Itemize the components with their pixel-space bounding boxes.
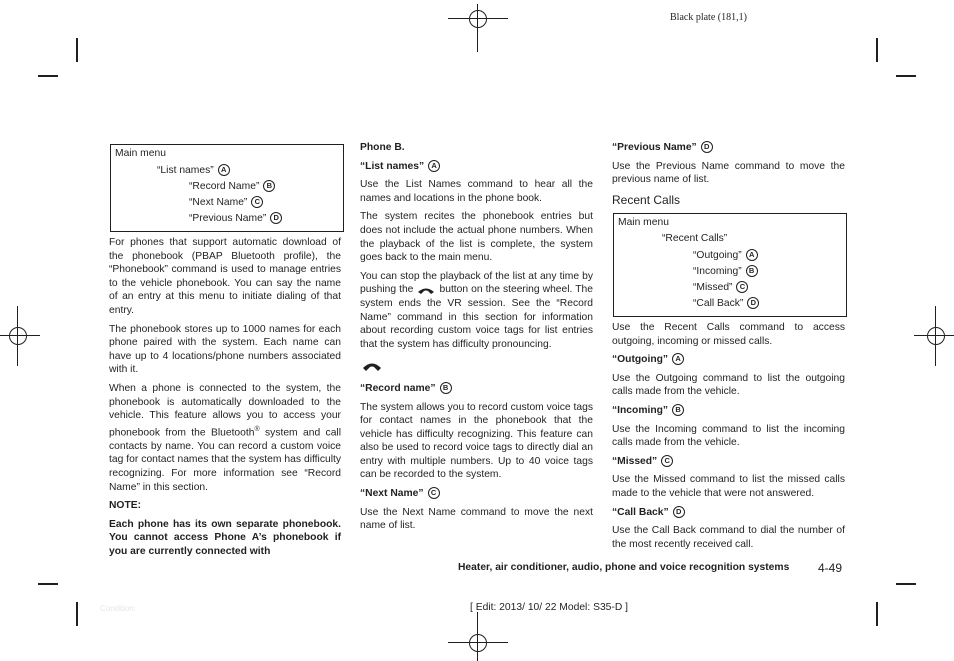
heading-outgoing <box>612 353 845 367</box>
paragraph: For phones that support automatic download of the phonebook (PBAP Bluetooth profile), the “Phonebook” command is used to manage entries to the vehicle phonebook. You can say the name of an entry at this menu to initiate dialing of that entry. <box>109 237 341 316</box>
menu-item-label: “Call Back” <box>693 298 744 309</box>
column-3-text <box>612 141 845 215</box>
heading-label: “List names” <box>360 160 425 172</box>
badge-a: A <box>746 249 758 261</box>
badge-d: D <box>747 297 759 309</box>
badge-c: C <box>736 281 748 293</box>
heading-label: “Record name” <box>360 382 436 394</box>
badge-a: A <box>428 160 440 172</box>
menu-item-missed <box>693 280 748 296</box>
heading-label: “Incoming” <box>612 404 669 416</box>
recent-calls-menu-box <box>613 213 847 317</box>
menu-item-outgoing <box>693 248 758 264</box>
menu-item-label: “Incoming” <box>693 266 742 277</box>
registration-mark-bottom <box>448 612 508 661</box>
badge-b: B <box>263 180 275 192</box>
heading-label: “Previous Name” <box>612 142 697 153</box>
note-title: NOTE: <box>109 500 142 512</box>
badge-b: B <box>672 404 684 416</box>
heading-previous-name <box>612 141 845 155</box>
heading-label: “Call Back” <box>612 506 669 518</box>
badge-d: D <box>673 506 685 518</box>
paragraph: The system recites the phonebook entries but does not include the actual phone numbers. When the playback of the list is complete, the system goes back to the main menu. <box>360 211 593 264</box>
paragraph: Use the Recent Calls command to access outgoing, incoming or missed calls. <box>612 322 845 347</box>
badge-d: D <box>701 141 713 153</box>
recent-calls-heading: Recent Calls <box>612 192 681 207</box>
crop-mark <box>76 602 78 626</box>
crop-mark <box>876 602 878 626</box>
menu-title: Main menu <box>618 217 669 228</box>
continued-text: Phone B. <box>360 142 405 153</box>
paragraph: Use the Missed command to list the missed calls made to the vehicle that were not answered. <box>612 474 845 499</box>
menu-item-label: “List names” <box>157 165 214 176</box>
registration-mark-right <box>914 306 954 366</box>
heading-label: “Missed” <box>612 455 658 467</box>
menu-sub-recent-calls: “Recent Calls” <box>662 233 728 244</box>
plate-label: Black plate (181,1) <box>670 12 747 23</box>
heading-record-name <box>360 382 593 396</box>
paragraph: The system allows you to record custom voice tags for contact names in the phonebook that the vehicle has difficulty recognizing. This feature can also be used to record voice tags to directly dial an entry with multiple numbers. Up to 40 voice tags can be recorded to the system. <box>360 401 593 481</box>
badge-c: C <box>251 196 263 208</box>
paragraph: Use the Call Back command to dial the number of the most recently received call. <box>612 525 845 550</box>
crop-mark <box>76 38 78 62</box>
section-footer: Heater, air conditioner, audio, phone and voice recognition systems <box>458 562 790 573</box>
page-number: 4-49 <box>818 561 843 575</box>
badge-c: C <box>661 455 673 467</box>
paragraph: Use the List Names command to hear all the names and locations in the phone book. <box>360 179 593 204</box>
heading-next-name <box>360 487 593 501</box>
registered-mark: ® <box>254 425 260 433</box>
registration-mark-left <box>0 306 40 366</box>
badge-a: A <box>218 164 230 176</box>
menu-item-label: “Outgoing” <box>693 250 742 261</box>
menu-title: Main menu <box>115 148 166 159</box>
heading-incoming <box>612 404 845 418</box>
menu-item-previous-name <box>189 211 282 227</box>
condition-label: Condition: <box>100 604 137 613</box>
column-3-text-lower <box>612 321 845 556</box>
menu-item-incoming <box>693 264 758 280</box>
menu-item-label: “Missed” <box>693 282 733 293</box>
paragraph: Use the Incoming command to list the incoming calls made from the vehicle. <box>612 423 845 449</box>
paragraph: The phonebook stores up to 1000 names for each phone paired with the system. Each name can have up to 4 locations/phone numbers associated with it. <box>109 323 341 376</box>
menu-item-record-name <box>189 179 275 195</box>
crop-mark <box>38 75 58 77</box>
crop-mark <box>896 75 916 77</box>
registration-mark-top <box>448 4 508 52</box>
heading-label: “Outgoing” <box>612 354 669 366</box>
badge-b: B <box>440 382 452 394</box>
phone-icon <box>416 285 436 295</box>
menu-item-label: “Record Name” <box>189 181 260 192</box>
badge-b: B <box>746 265 758 277</box>
crop-mark <box>896 583 916 585</box>
edit-info: [ Edit: 2013/ 10/ 22 Model: S35-D ] <box>470 602 628 613</box>
note-text: Each phone has its own separate phonebook. You cannot access Phone A’s phonebook if you are currently connected with <box>109 518 341 557</box>
text-span: system and call contacts by name. You can record a custom voice tag for contact names that the system has difficulty recognizing. For more information see “Record Name” in this section. <box>109 427 341 493</box>
menu-item-next-name <box>189 195 263 211</box>
paragraph <box>360 270 593 352</box>
menu-item-list-names <box>157 163 230 179</box>
heading-missed <box>612 455 845 469</box>
heading-list-names <box>360 160 593 174</box>
badge-a: A <box>672 353 684 365</box>
crop-mark <box>876 38 878 62</box>
phone-icon <box>362 360 382 372</box>
crop-mark <box>38 583 58 585</box>
heading-call-back <box>612 506 845 520</box>
paragraph: Use the Next Name command to move the next name of list. <box>360 506 593 532</box>
paragraph <box>109 382 341 494</box>
paragraph: Use the Outgoing command to list the outgoing calls made from the vehicle. <box>612 372 845 398</box>
badge-d: D <box>270 212 282 224</box>
badge-c: C <box>428 487 440 499</box>
menu-item-label: “Next Name” <box>189 197 248 208</box>
heading-label: “Next Name” <box>360 488 424 500</box>
phonebook-menu-box <box>110 144 344 232</box>
menu-item-call-back <box>693 296 759 312</box>
paragraph: Use the Previous Name command to move the previous name of list. <box>612 160 845 186</box>
column-1-text <box>109 236 341 563</box>
text-span: button on the steering wheel. The system ends the VR session. See the “Record Name” command in this section for information about recording custom voice tags for list entries that the system has difficulty pronouncing. <box>360 284 593 350</box>
text-span: You can stop the playback of the list at any time by pushing the <box>360 270 593 296</box>
text-span: When a phone is connected to the system, the phonebook is automatically downloaded to the vehicle. This feature allows you to access your phonebook from the Bluetooth <box>109 382 341 439</box>
column-2-text <box>360 141 593 538</box>
menu-item-label: “Previous Name” <box>189 213 267 224</box>
